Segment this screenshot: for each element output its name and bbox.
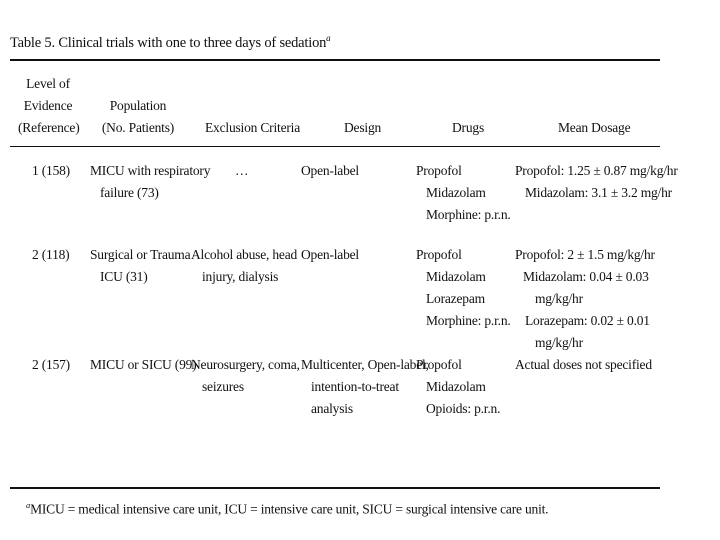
table-top-rule xyxy=(10,59,660,61)
header-population-line-2: (No. Patients) xyxy=(101,120,175,135)
row-3-dosage: Actual doses not specified xyxy=(515,357,652,372)
row-2-dosage xyxy=(515,244,655,354)
row-2-dosage-line-2: Midazolam: 0.04 ± 0.03 xyxy=(523,269,649,284)
header-divider-rule xyxy=(10,146,660,147)
row-3-design-line-3: analysis xyxy=(311,401,353,416)
row-2-population-line-2: ICU (31) xyxy=(100,269,148,284)
footnote-marker: a xyxy=(26,500,31,510)
header-level-line-3: (Reference) xyxy=(18,120,80,135)
row-1-drug-3: Morphine: p.r.n. xyxy=(426,207,511,222)
row-3-exclusion-line-2: seizures xyxy=(202,379,244,394)
row-2-drugs xyxy=(416,244,511,332)
row-3-design-line-2: intention-to-treat xyxy=(311,379,399,394)
row-2-dosage-line-3: mg/kg/hr xyxy=(535,291,583,306)
row-3-exclusion-line-1: Neurosurgery, coma, xyxy=(191,357,300,372)
table-title-text: Table 5. Clinical trials with one to three days of sedation xyxy=(10,34,327,51)
row-1-population-line-1: MICU with respiratory xyxy=(90,163,211,178)
row-2-population-line-1: Surgical or Trauma xyxy=(90,247,191,262)
row-2-population xyxy=(90,244,190,288)
row-3-drugs xyxy=(416,354,500,420)
row-3-exclusion xyxy=(191,354,300,398)
row-2-dosage-line-4: Lorazepam: 0.02 ± 0.01 xyxy=(525,313,650,328)
row-1-drug-1: Propofol xyxy=(416,163,462,178)
row-2-drug-4: Morphine: p.r.n. xyxy=(426,313,511,328)
header-level-line-1: Level of xyxy=(26,76,70,91)
row-3-drug-2: Midazolam xyxy=(426,379,486,394)
row-1-population xyxy=(90,160,210,204)
row-2-dosage-line-5: mg/kg/hr xyxy=(535,335,583,350)
row-3-drug-3: Opioids: p.r.n. xyxy=(426,401,501,416)
row-3-level: 2 (157) xyxy=(32,357,70,372)
row-2-drug-3: Lorazepam xyxy=(426,291,485,306)
table-bottom-rule xyxy=(10,487,660,489)
row-2-drug-2: Midazolam xyxy=(426,269,486,284)
footnote-text: MICU = medical intensive care unit, ICU = intensive care unit, SICU = surgical intensive care unit. xyxy=(30,501,549,517)
header-design: Design xyxy=(344,120,382,135)
header-mean-dosage: Mean Dosage xyxy=(558,120,631,135)
row-3-population: MICU or SICU (99) xyxy=(90,357,197,372)
row-2-design: Open-label xyxy=(301,247,359,262)
title-footnote-marker: a xyxy=(326,33,331,43)
row-1-design: Open-label xyxy=(301,163,359,178)
header-drugs: Drugs xyxy=(452,120,484,135)
header-population xyxy=(100,95,176,139)
row-1-dosage-line-1: Propofol: 1.25 ± 0.87 mg/kg/hr xyxy=(515,163,678,178)
row-1-drug-2: Midazolam xyxy=(426,185,486,200)
row-1-exclusion: … xyxy=(235,163,249,178)
row-2-exclusion xyxy=(191,244,297,288)
table-title xyxy=(10,33,330,52)
table-footnote xyxy=(26,500,548,518)
row-1-level: 1 (158) xyxy=(32,163,70,178)
row-2-level: 2 (118) xyxy=(32,247,70,262)
row-2-drug-1: Propofol xyxy=(416,247,462,262)
row-2-exclusion-line-1: Alcohol abuse, head xyxy=(191,247,298,262)
row-2-exclusion-line-2: injury, dialysis xyxy=(202,269,279,284)
row-1-drugs xyxy=(416,160,511,226)
row-2-dosage-line-1: Propofol: 2 ± 1.5 mg/kg/hr xyxy=(515,247,655,262)
row-3-design-line-1: Multicenter, Open-label, xyxy=(301,357,429,372)
row-3-drug-1: Propofol xyxy=(416,357,462,372)
header-level-line-2: Evidence xyxy=(23,98,73,113)
row-1-dosage-line-2: Midazolam: 3.1 ± 3.2 mg/hr xyxy=(525,185,672,200)
row-1-dosage xyxy=(515,160,678,204)
row-3-design xyxy=(301,354,429,420)
header-exclusion-criteria: Exclusion Criteria xyxy=(205,120,301,135)
header-level-of-evidence xyxy=(18,73,78,139)
header-population-line-1: Population xyxy=(109,98,167,113)
row-1-population-line-2: failure (73) xyxy=(100,185,159,200)
